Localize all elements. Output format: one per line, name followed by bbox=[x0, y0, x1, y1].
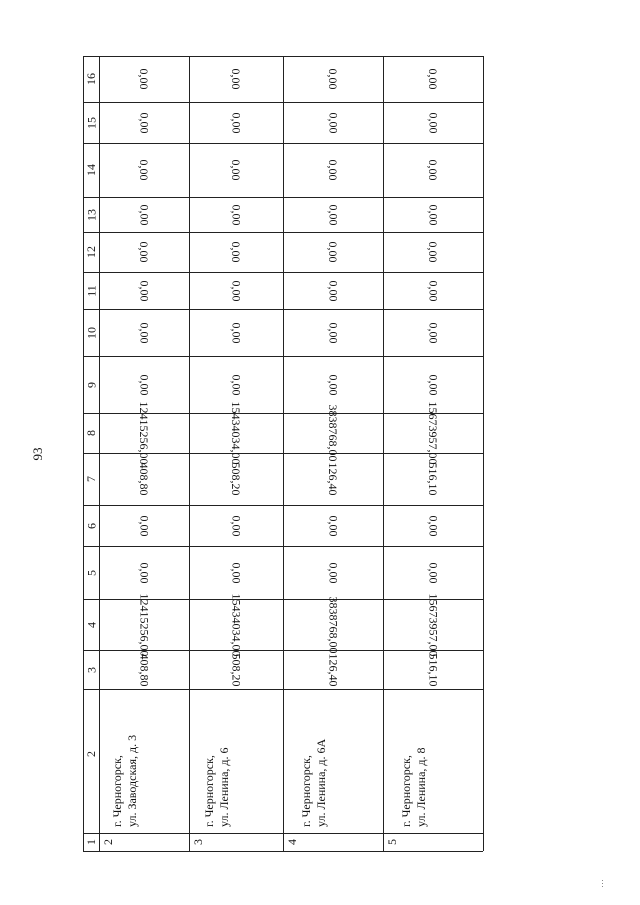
column-number: 10 bbox=[83, 326, 98, 339]
value-cell: 0,00 bbox=[229, 68, 244, 90]
value-cell: 0,00 bbox=[229, 562, 244, 583]
column-number: 15 bbox=[83, 116, 98, 129]
address-city: г. Черногорск, bbox=[202, 755, 216, 827]
value-cell: 0,00 bbox=[326, 159, 341, 181]
page-number: 93 bbox=[30, 447, 45, 461]
address-text bbox=[299, 739, 329, 827]
value-cell: 508,20 bbox=[229, 653, 244, 686]
scan-mark bbox=[601, 880, 605, 888]
column-number: 1 bbox=[83, 839, 98, 845]
address-street: ул. Ленина, д. 6 bbox=[217, 747, 231, 827]
value-cell: 0,00 bbox=[137, 68, 152, 90]
value-cell: 408,80 bbox=[137, 653, 152, 686]
value-cell: 0,00 bbox=[326, 112, 341, 133]
address-city: г. Черногорск, bbox=[399, 755, 413, 827]
value-cell: 0,00 bbox=[229, 241, 244, 263]
value-cell: 0,00 bbox=[326, 322, 341, 343]
value-cell: 516,10 bbox=[426, 462, 441, 496]
row-number: 3 bbox=[190, 839, 205, 845]
table-rule-h bbox=[83, 851, 483, 852]
address-cell bbox=[99, 689, 189, 833]
value-cell: 3838768,00 bbox=[326, 596, 341, 653]
value-cell: 15434034,00 bbox=[229, 593, 244, 656]
value-cell: 0,00 bbox=[426, 280, 441, 301]
address-street: ул. Ленина, д. 8 bbox=[414, 747, 428, 827]
data-table bbox=[83, 56, 483, 851]
value-cell: 0,00 bbox=[229, 204, 244, 225]
value-cell: 0,00 bbox=[137, 241, 152, 263]
column-number: 3 bbox=[83, 666, 98, 673]
table-rule-v bbox=[483, 56, 484, 851]
value-cell: 0,00 bbox=[426, 112, 441, 133]
value-cell: 3838768,00 bbox=[326, 404, 341, 462]
value-cell: 0,00 bbox=[137, 280, 152, 301]
value-cell: 0,00 bbox=[137, 112, 152, 133]
value-cell: 0,00 bbox=[326, 562, 341, 583]
value-cell: 0,00 bbox=[137, 562, 152, 583]
value-cell: 0,00 bbox=[326, 515, 341, 536]
value-cell: 0,00 bbox=[426, 322, 441, 343]
value-cell: 0,00 bbox=[137, 204, 152, 225]
address-city: г. Черногорск, bbox=[299, 755, 313, 827]
value-cell: 12415256,00 bbox=[137, 401, 152, 465]
column-number: 2 bbox=[83, 751, 98, 757]
address-cell bbox=[283, 689, 383, 833]
column-number: 7 bbox=[83, 476, 98, 482]
value-cell: 508,20 bbox=[229, 462, 244, 496]
value-cell: 0,00 bbox=[426, 204, 441, 225]
column-number: 11 bbox=[83, 284, 98, 297]
address-text bbox=[202, 747, 232, 827]
address-cell bbox=[189, 689, 283, 833]
value-cell: 0,00 bbox=[426, 68, 441, 90]
value-cell: 408,80 bbox=[137, 462, 152, 496]
value-cell: 15673957,00 bbox=[426, 401, 441, 465]
address-street: ул. Заводская, д. 3 bbox=[125, 734, 139, 827]
address-city: г. Черногорск, bbox=[110, 755, 124, 827]
value-cell: 15673957,00 bbox=[426, 593, 441, 656]
address-street: ул. Ленина, д. 6А bbox=[314, 738, 328, 827]
column-number: 9 bbox=[83, 381, 98, 388]
value-cell: 0,00 bbox=[426, 562, 441, 583]
row-number: 5 bbox=[384, 839, 399, 845]
value-cell: 0,00 bbox=[426, 374, 441, 395]
row-number: 2 bbox=[100, 839, 115, 845]
column-number: 16 bbox=[83, 73, 98, 85]
column-number: 14 bbox=[83, 164, 98, 176]
row-number: 4 bbox=[284, 839, 299, 845]
column-number: 5 bbox=[83, 569, 98, 576]
value-cell: 0,00 bbox=[229, 112, 244, 133]
value-cell: 0,00 bbox=[137, 159, 152, 181]
value-cell: 0,00 bbox=[326, 280, 341, 301]
value-cell: 0,00 bbox=[326, 374, 341, 395]
value-cell: 126,40 bbox=[326, 462, 341, 496]
value-cell: 12415256,00 bbox=[137, 593, 152, 656]
value-cell: 516,10 bbox=[426, 653, 441, 686]
value-cell: 0,00 bbox=[326, 68, 341, 90]
address-text bbox=[399, 747, 429, 827]
value-cell: 0,00 bbox=[137, 322, 152, 343]
column-number: 12 bbox=[83, 246, 98, 258]
value-cell: 126,40 bbox=[326, 653, 341, 686]
value-cell: 0,00 bbox=[426, 159, 441, 181]
value-cell: 0,00 bbox=[229, 515, 244, 536]
value-cell: 0,00 bbox=[229, 374, 244, 395]
value-cell: 0,00 bbox=[229, 280, 244, 301]
value-cell: 0,00 bbox=[137, 374, 152, 395]
value-cell: 0,00 bbox=[326, 204, 341, 225]
value-cell: 0,00 bbox=[426, 515, 441, 536]
value-cell: 0,00 bbox=[229, 322, 244, 343]
column-number: 4 bbox=[83, 621, 98, 628]
column-number: 13 bbox=[83, 208, 98, 221]
value-cell: 0,00 bbox=[426, 241, 441, 263]
address-text bbox=[110, 735, 140, 827]
value-cell: 0,00 bbox=[137, 515, 152, 536]
value-cell: 15434034,00 bbox=[229, 401, 244, 465]
address-cell bbox=[383, 689, 483, 833]
column-number: 8 bbox=[83, 430, 98, 436]
value-cell: 0,00 bbox=[229, 159, 244, 181]
value-cell: 0,00 bbox=[326, 241, 341, 263]
column-number: 6 bbox=[83, 522, 98, 529]
